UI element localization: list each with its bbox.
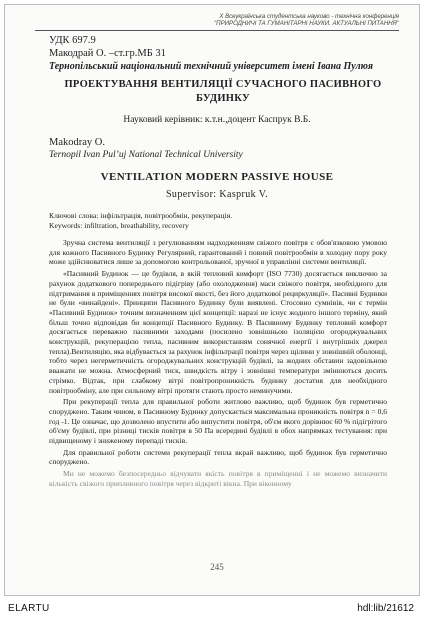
paragraph: При рекуперації тепла для правильної роботи житлово важливо, щоб будинок був герметично споруджено. Таким чином, в Пасивному Будинку допускається максимальна проникність повітря n = 0,6 год -1. Це означає, що дозволено впустити або випустити повітря, об'єм якого дорівнює 60 % підігрітого об'єму будівлі, при різниці тисків повітря в 50 Па всередині будівлі в обох напрямках тестування: при підвищеному і зниженому перепаді тисків. xyxy=(49,397,387,446)
paragraph: «Пасивний Будинок — це будівля, в якій тепловий комфорт (ISO 7730) досягається виключно за рахунок додаткового попереднього підігріву (або охолодження) маси свіжого повітря, необхідного для підтримання в приміщеннях повітря високої якості, без його додаткової рециркуляції». Пасивні Будинки не були «винайдені». Принципи Пасивного Будинку були виявлені. Стосовно сумнівів, чи є термін «Пасивний Будинок» точним визначенням цієї концепції: наразі не існує жодного іншого терміну, який більш точно відповідав би концепції Пасивного Будинку. В Пасивному Будинку тепловий комфорт досягається переважно пасивними заходами (посилено зовнішньою ізоляцією огороджувальних конструкцій, рекуперацією тепла, пасивним використанням сонячної енергії і внутрішніх джерел тепла).Вентиляцію, яка відбувається за рахунок інфільтрації повітря через щілини у зовнішній оболонці, тобто через негерметичність огороджувальних конструкцій будівлі, за жодних обставин задовільною вважати не можна. Атмосферний тиск, швидкість вітру і зовнішні температури змінюються досить стрімко. Відтак, при слабкому вітрі повітропроникність будинку достатня для необхідного повітрообміну, але при сильному вітрі протяги стають просто неминучими. xyxy=(49,269,387,395)
conference-header-line1: X Всеукраїнська студентська науково - технічна конференція xyxy=(219,13,399,20)
authors: Макодрай О. –ст.гр.МБ 31 xyxy=(49,48,166,59)
supervisor-ukrainian: Науковий керівник: к.т.н.,доцент Каспрук В.Б. xyxy=(123,115,311,125)
page-number: 245 xyxy=(210,562,224,572)
paper-page xyxy=(35,5,399,595)
paragraph: Для правильної роботи системи рекуперації тепла вкрай важливо, щоб будинок був герметично споруджено. xyxy=(49,447,387,467)
paragraph: Зручна система вентиляції з регулюванням надходженням свіжого повітря є обов'язковою умовою для кожного Пасивного Будинку Регулярний, гарантований і повний повітрообмін в холодну пору року може здійснюватися лише за допомогою контрольованої, зручної в управлінні системи вентиляції. xyxy=(49,238,387,267)
keywords-english: Keywords: infiltration, breathability, recovery xyxy=(49,221,189,230)
author-english: Makodray O. xyxy=(49,137,105,148)
keywords-ukrainian: Ключові слова: інфільтрація, повітрообмін, рекуперація. xyxy=(49,211,233,220)
paragraph: Ми не можемо безпосередньо відчувати якість повітря в приміщенні і не можемо визначити кількість свіжого припливного повітря через відкриті вікна. При віконному xyxy=(49,469,387,488)
title-ukrainian: ПРОЕКТУВАННЯ ВЕНТИЛЯЦІЇ СУЧАСНОГО ПАСИВНОГО БУДИНКУ xyxy=(64,79,382,104)
title-english: VENTILATION MODERN PASSIVE HOUSE xyxy=(100,171,334,183)
affiliation-english: Ternopil Ivan Pul’uj National Technical University xyxy=(49,150,243,160)
affiliation: Тернопільський національний технічний університет імені Івана Пулюя xyxy=(49,61,374,72)
udc-code: УДК 697.9 xyxy=(49,35,96,46)
conference-header-line2: "ПРИРОДНИЧІ ТА ГУМАНІТАРНІ НАУКИ. АКТУАЛЬНІ ПИТАННЯ" xyxy=(214,20,399,27)
footer-handle: hdl:lib/21612 xyxy=(357,603,414,614)
page-frame xyxy=(4,4,420,596)
conference-header xyxy=(35,13,399,27)
header-rule xyxy=(35,30,399,31)
body-text xyxy=(49,238,387,491)
supervisor-english: Supervisor: Kaspruk V. xyxy=(165,189,269,200)
footer-repository-name: ELARTU xyxy=(8,603,50,614)
